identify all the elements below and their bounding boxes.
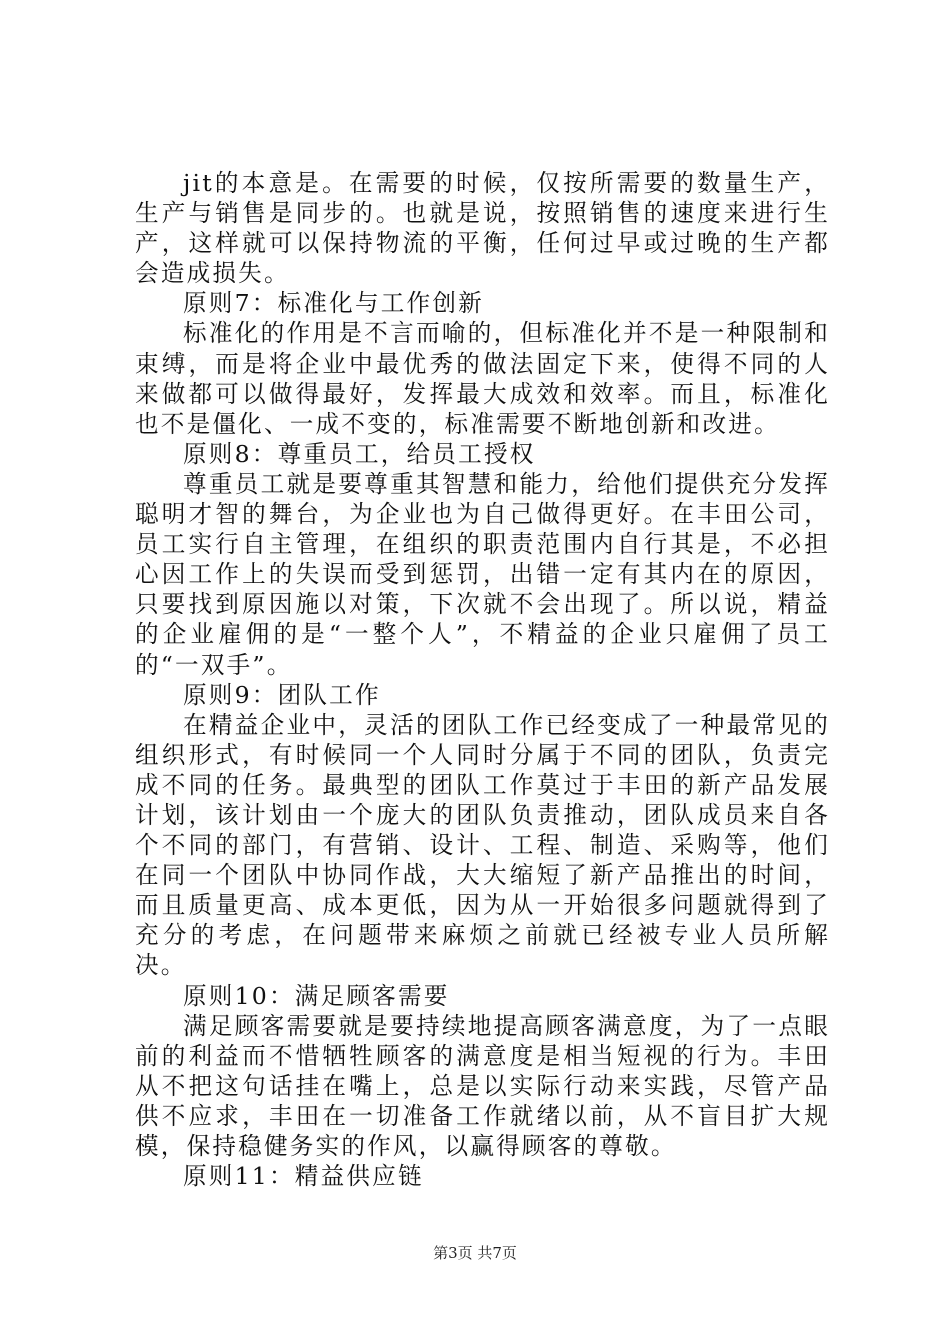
heading-principle-11: 原则11：精益供应链 <box>183 1162 424 1191</box>
paragraph-customer-needs: 满足顾客需要就是要持续地提高顾客满意度，为了一点眼前的利益而不惜牺牲顾客的满意度是相当短视的行为。丰田从不把这句话挂在嘴上，总是以实际行动来实践，尽管产品供不应求，丰田在一切准备工作就绪以前，从不盲目扩大规模，保持稳健务实的作风，以赢得顾客的尊敬。 <box>135 1011 830 1160</box>
paragraph-standardization: 标准化的作用是不言而喻的，但标准化并不是一种限制和束缚，而是将企业中最优秀的做法固定下来，使得不同的人来做都可以做得最好，发挥最大成效和效率。而且，标准化也不是僵化、一成不变的，标准需要不断地创新和改进。 <box>135 319 830 438</box>
page-number-footer: 第3页 共7页 <box>433 1244 517 1262</box>
paragraph-jit: jit的本意是。在需要的时候，仅按所需要的数量生产，生产与销售是同步的。也就是说，按照销售的速度来进行生产，这样就可以保持物流的平衡，任何过早或过晚的生产都会造成损失。 <box>135 169 830 288</box>
paragraph-respect-employees: 尊重员工就是要尊重其智慧和能力，给他们提供充分发挥聪明才智的舞台，为企业也为自己做得更好。在丰田公司，员工实行自主管理，在组织的职责范围内自行其是，不必担心因工作上的失误而受到惩罚，出错一定有其内在的原因，只要找到原因施以对策，下次就不会出现了。所以说，精益的企业雇佣的是“一整个人”，不精益的企业只雇佣了员工的“一双手”。 <box>135 469 830 679</box>
heading-principle-8: 原则8：尊重员工，给员工授权 <box>183 439 536 468</box>
heading-principle-7: 原则7：标准化与工作创新 <box>183 289 484 318</box>
heading-principle-10: 原则10：满足顾客需要 <box>183 981 450 1010</box>
paragraph-teamwork: 在精益企业中，灵活的团队工作已经变成了一种最常见的组织形式，有时候同一个人同时分属于不同的团队，负责完成不同的任务。最典型的团队工作莫过于丰田的新产品发展计划，该计划由一个庞大的团队负责推动，团队成员来自各个不同的部门，有营销、设计、工程、制造、采购等，他们在同一个团队中协同作战，大大缩短了新产品推出的时间，而且质量更高、成本更低，因为从一开始很多问题就得到了充分的考虑，在问题带来麻烦之前就已经被专业人员所解决。 <box>135 710 830 980</box>
heading-principle-9: 原则9：团队工作 <box>183 680 381 709</box>
document-body <box>135 168 830 1191</box>
